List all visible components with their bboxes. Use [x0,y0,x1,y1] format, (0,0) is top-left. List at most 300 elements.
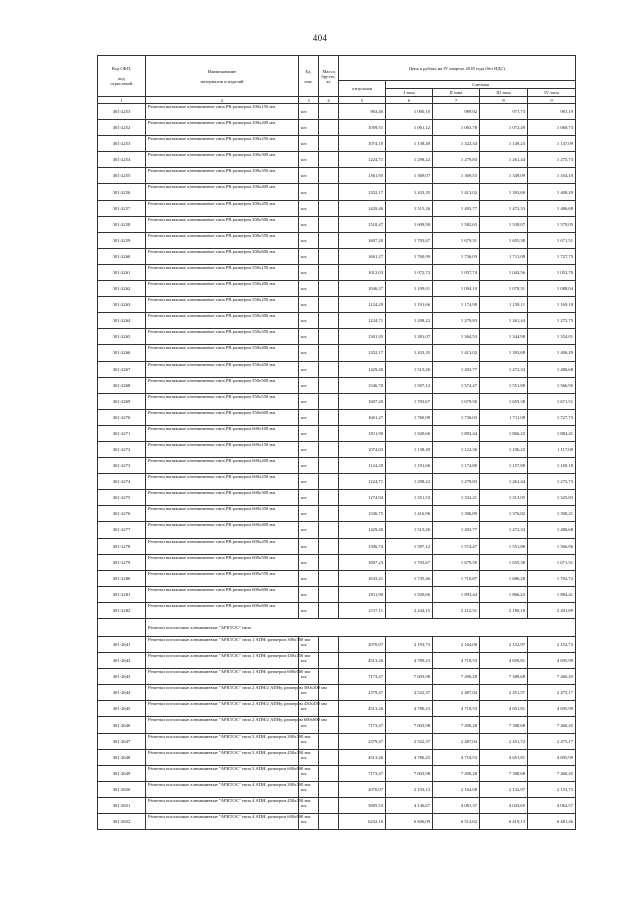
price-zone-1-cell: 7 603,98 [386,717,433,733]
price-zone-2-cell: 1 174,80 [433,458,480,474]
unit-cell: шт. [299,458,319,474]
price-zone-3-cell: 4 651,81 [480,749,528,765]
price-zone-3-cell: 1 349,09 [480,168,528,184]
price-zone-2-cell: 1 736,03 [433,409,480,425]
unit-cell: шт. [299,216,319,232]
price-wholesale-cell: 1429,46 [339,200,386,216]
price-zone-2-cell: 4 081,37 [433,797,480,813]
price-zone-2-cell: 1 679,50 [433,393,480,409]
price-zone-1-cell: 1 703,67 [386,393,433,409]
price-zone-3-cell: 1 472,33 [480,361,528,377]
price-zone-1-cell: 4 140,67 [386,797,433,813]
header-name: Наименование материалов и изделий [146,56,299,97]
code-cell: 301-2273 [98,458,146,474]
table-row [98,393,576,409]
name-cell: Решетки вытяжные алюминиевые типа РВ размером 300х600 мм [146,248,299,264]
price-zone-2-cell: 1 279,83 [433,152,480,168]
price-wholesale-cell: 1074,10 [339,136,386,152]
price-zone-3-cell: 4 650,81 [480,653,528,669]
name-cell: Решетки вытяжные алюминиевые типа РВ размером 600х600 мм [146,586,299,602]
unit-cell: шт. [299,814,319,830]
mass-cell [319,329,339,345]
price-wholesale-cell: 1301,95 [339,329,386,345]
price-wholesale-cell: 1518,47 [339,216,386,232]
code-cell: 301-2647 [98,733,146,749]
code-cell: 301-2270 [98,409,146,425]
code-cell: 301-2644 [98,685,146,701]
mass-cell [319,216,339,232]
unit-cell: шт. [299,474,319,490]
mass-cell [319,669,339,685]
price-wholesale-cell: 1661,27 [339,409,386,425]
unit-cell: шт. [299,377,319,393]
unit-cell: шт. [299,797,319,813]
mass-cell [319,281,339,297]
header-price-title: Цена в рублях на IV квартал 2018 года (без НДС) [339,56,576,81]
price-zone-2-cell: 2 487,04 [433,733,480,749]
table-row [98,814,576,830]
mass-cell [319,120,339,136]
price-zone-1-cell: 4 789,23 [386,653,433,669]
price-wholesale-cell: 1546,70 [339,377,386,393]
price-wholesale-cell: 1633,21 [339,570,386,586]
unit-cell: шт. [299,538,319,554]
price-zone-2-cell: 2 212,51 [433,602,480,618]
column-numbers-row [98,97,576,104]
mass-cell [319,264,339,280]
price-zone-4-cell: 1 671,51 [528,393,576,409]
price-zone-2-cell: 6 512,62 [433,814,480,830]
table-header [98,56,576,104]
price-zone-3-cell: 1 472,33 [480,200,528,216]
unit-cell: шт. [299,717,319,733]
code-cell: 301-2277 [98,522,146,538]
price-wholesale-cell: 1274,94 [339,490,386,506]
price-zone-1-cell: 1 138,49 [386,136,433,152]
unit-cell: шт. [299,490,319,506]
price-wholesale-cell: 1352,17 [339,345,386,361]
mass-cell [319,313,339,329]
mass-cell [319,248,339,264]
price-zone-1-cell: 7 603,98 [386,765,433,781]
code-cell: 301-2652 [98,814,146,830]
name-cell: Решетки вытяжные алюминиевые типа РВ размером 550х250 мм [146,297,299,313]
column-number: 8 [480,97,528,104]
price-wholesale-cell: 1224,71 [339,152,386,168]
price-zone-4-cell: 2 475,17 [528,685,576,701]
price-zone-2-cell: 1 493,77 [433,522,480,538]
unit-cell: шт. [299,506,319,522]
table-row [98,345,576,361]
name-cell: Решетки вытяжные алюминиевые типа РВ размером 300х450 мм [146,200,299,216]
name-cell: Решетки потолочные алюминиевые "АРКТОС" типа 1 АПН, размером 450х450 мм [146,653,299,669]
unit-cell: шт. [299,168,319,184]
header-unit: Ед. изм. [299,56,319,97]
unit-cell: шт. [299,329,319,345]
unit-cell: шт. [299,685,319,701]
name-cell: Решетки потолочные алюминиевые "АРКТОС" типа 4 АПН, размером 450х450 мм [146,797,299,813]
price-wholesale-cell: 7173,47 [339,765,386,781]
code-cell: 301-2264 [98,313,146,329]
name-cell: Решетки потолочные алюминиевые "АРКТОС" типа 4 АПН, размером 300х300 мм [146,781,299,797]
name-cell: Решетки вытяжные алюминиевые типа РВ размером 550х300 мм [146,313,299,329]
price-zone-1-cell: 2 193,13 [386,781,433,797]
price-zone-2-cell: 1 122,36 [433,441,480,457]
table-row [98,200,576,216]
price-zone-3-cell: 1 551,88 [480,377,528,393]
price-zone-3-cell: 1 261,44 [480,152,528,168]
price-zone-4-cell: 7 460,45 [528,717,576,733]
code-cell: 301-2279 [98,554,146,570]
price-zone-4-cell: 1 406,29 [528,345,576,361]
mass-cell [319,797,339,813]
unit-cell: шт. [299,184,319,200]
unit-cell: шт. [299,554,319,570]
price-zone-2-cell: 7 496,28 [433,669,480,685]
name-cell: Решетки вытяжные алюминиевые типа РВ размером 300х550 мм [146,232,299,248]
name-cell: Решетки вытяжные алюминиевые типа РВ размером 600х150 мм [146,441,299,457]
name-cell: Решетки вытяжные алюминиевые типа РВ размером 300х200 мм [146,120,299,136]
price-wholesale-cell: 6232,16 [339,814,386,830]
price-zone-3-cell: 1 711,08 [480,248,528,264]
mass-cell [319,184,339,200]
price-zone-4-cell: 1 147,09 [528,136,576,152]
name-cell: Решетки вытяжные алюминиевые типа РВ размером 600х450 мм [146,538,299,554]
price-zone-2-cell: 1 396,89 [433,506,480,522]
mass-cell [319,749,339,765]
price-zone-4-cell: 1 671,51 [528,554,576,570]
price-zone-3-cell: 1 261,44 [480,313,528,329]
price-zone-4-cell: 1 117,00 [528,441,576,457]
price-zone-3-cell: 1 655,38 [480,393,528,409]
column-number: 5 [339,97,386,104]
name-cell: Решетки вытяжные алюминиевые типа РВ размером 600х250 мм [146,474,299,490]
header-zone-1: I зона [386,89,433,97]
price-zone-3-cell: 2 451,57 [480,685,528,701]
name-cell: Решетки потолочные алюминиевые "АРКТОС" типа 1 АПН, размером 600х600 мм [146,669,299,685]
code-cell: 301-2253 [98,136,146,152]
price-wholesale-cell: 1361,95 [339,168,386,184]
price-zone-4-cell: 1 566,96 [528,538,576,554]
price-zone-4-cell: 1 275,73 [528,313,576,329]
table-row [98,425,576,441]
price-zone-4-cell: 2 152,73 [528,637,576,653]
column-number: 4 [319,97,339,104]
column-number: 2 [146,97,299,104]
code-cell: 301-2258 [98,216,146,232]
price-zone-1-cell: 1 515,26 [386,200,433,216]
table-row [98,329,576,345]
price-zone-1-cell: 1 191,66 [386,458,433,474]
price-zone-2-cell: 1 332,21 [433,490,480,506]
table-row [98,474,576,490]
name-cell: Решетки вытяжные алюминиевые типа РВ размером 300х350 мм [146,168,299,184]
name-cell: Решетки вытяжные алюминиевые типа РВ размером 550х200 мм [146,281,299,297]
price-zone-3-cell: 1 042,56 [480,264,528,280]
name-cell: Решетки потолочные алюминиевые "АРКТОС" типа 4 АПН, размером 600х600 мм [146,814,299,830]
table-row [98,538,576,554]
price-zone-2-cell: 1 582,63 [433,216,480,232]
mass-cell [319,441,339,457]
unit-cell: шт. [299,522,319,538]
price-zone-4-cell: 1 275,73 [528,152,576,168]
table-row [98,377,576,393]
table-row [98,685,576,701]
table-row [98,570,576,586]
code-cell: 301-2255 [98,168,146,184]
name-cell: Решетки вытяжные алюминиевые типа РВ размером 550х500 мм [146,377,299,393]
price-zone-3-cell: 1 686,28 [480,570,528,586]
name-cell: Решетки вытяжные алюминиевые типа РВ размером 550х550 мм [146,393,299,409]
unit-cell: шт. [299,425,319,441]
price-wholesale-cell: 4513,26 [339,749,386,765]
price-wholesale-cell: 2070,07 [339,637,386,653]
name-cell: Решетки вытяжные алюминиевые типа РВ размером 550х450 мм [146,361,299,377]
name-cell: Решетки вытяжные алюминиевые типа РВ размером 300х500 мм [146,216,299,232]
price-zone-4-cell: 1 579,05 [528,216,576,232]
unit-cell: шт. [299,361,319,377]
code-cell: 301-2276 [98,506,146,522]
name-cell: Решетки вытяжные алюминиевые типа РВ размером 300х300 мм [146,152,299,168]
code-cell: 301-2265 [98,329,146,345]
price-wholesale-cell: 1607,23 [339,554,386,570]
table-row [98,554,576,570]
price-zone-3-cell: 1 539,07 [480,216,528,232]
price-zone-2-cell: 4 718,53 [433,653,480,669]
price-zone-4-cell: 1 088,04 [528,281,576,297]
header-zone-4: IV зона [528,89,576,97]
table-row [98,797,576,813]
mass-cell [319,570,339,586]
code-cell: 301-2261 [98,264,146,280]
price-zone-3-cell: 1 711,08 [480,409,528,425]
unit-cell: шт. [299,653,319,669]
code-cell [98,619,146,637]
price-zone-3-cell: 971,73 [480,104,528,120]
price-zone-1-cell: 1 369,07 [386,168,433,184]
price-zone-3-cell: 7 388,68 [480,669,528,685]
price-zone-4-cell: 1 169,18 [528,297,576,313]
price-zone-2-cell: 1 322,34 [433,136,480,152]
price-zone-2-cell: 1 679,50 [433,554,480,570]
table-row [98,586,576,602]
code-cell: 301-2267 [98,361,146,377]
price-zone-2-cell: 1 364,53 [433,329,480,345]
price-zone-3-cell: 1 313,05 [480,490,528,506]
table-row [98,749,576,765]
table-row [98,522,576,538]
price-wholesale-cell: 7173,47 [339,669,386,685]
price-zone-1-cell: 1 298,22 [386,313,433,329]
table-row [98,701,576,717]
price-zone-1-cell: 1 760,99 [386,248,433,264]
price-zone-3-cell: 6 419,13 [480,814,528,830]
price-zone-3-cell: 2 180,18 [480,602,528,618]
unit-cell: шт. [299,152,319,168]
unit-cell: шт. [299,733,319,749]
price-zone-1-cell: 1 381,07 [386,329,433,345]
mass-cell [319,637,339,653]
column-number: 9 [528,97,576,104]
code-cell: 301-2262 [98,281,146,297]
price-zone-3-cell: 1 344,98 [480,329,528,345]
mass-cell [319,345,339,361]
section-title: Решетки потолочные алюминиевые "АРКТОС" типа [146,619,576,637]
table-row [98,313,576,329]
price-zone-1-cell: 1 735,46 [386,570,433,586]
name-cell: Решетки вытяжные алюминиевые типа РВ размером 600х500 мм [146,554,299,570]
table-row [98,248,576,264]
price-zone-2-cell: 1 710,87 [433,570,480,586]
price-wholesale-cell: 2379,47 [339,685,386,701]
price-zone-4-cell: 1 486,68 [528,200,576,216]
table-row [98,717,576,733]
price-zone-4-cell: 1 169,18 [528,458,576,474]
code-cell: 301-2274 [98,474,146,490]
header-code: Код ОКП, код отраслевой [98,56,146,97]
mass-cell [319,506,339,522]
price-zone-4-cell: 1 671,51 [528,232,576,248]
price-wholesale-cell: 1124,20 [339,458,386,474]
price-zone-1-cell: 2 244,15 [386,602,433,618]
name-cell: Решетки потолочные алюминиевые "АРКТОС" типа 3 АПН, размером 450х450 мм [146,749,299,765]
mass-cell [319,814,339,830]
code-cell: 301-2272 [98,441,146,457]
price-zone-3-cell: 1 261,44 [480,474,528,490]
price-zone-2-cell: 1 413,02 [433,184,480,200]
price-zone-4-cell: 1 727,73 [528,409,576,425]
code-cell: 301-2257 [98,200,146,216]
price-zone-3-cell: 1 158,11 [480,297,528,313]
name-cell: Решетки вытяжные алюминиевые типа РВ размером 600х600 мм [146,602,299,618]
code-cell: 301-2643 [98,669,146,685]
table-row [98,653,576,669]
price-zone-1-cell: 1 191,66 [386,297,433,313]
price-wholesale-cell: 1224,71 [339,474,386,490]
mass-cell [319,361,339,377]
name-cell: Решетки вытяжные алюминиевые типа РВ размером 600х200 мм [146,458,299,474]
price-wholesale-cell: 1607,20 [339,393,386,409]
mass-cell [319,377,339,393]
code-cell: 301-2266 [98,345,146,361]
price-wholesale-cell: 1336,75 [339,506,386,522]
price-zone-2-cell: 7 496,28 [433,765,480,781]
header-zone-2: II зона [433,89,480,97]
price-zone-1-cell: 1 597,12 [386,538,433,554]
price-zone-2-cell: 1 736,03 [433,248,480,264]
name-cell: Решетки потолочные алюминиевые "АРКТОС" типа 1 АПН, размером 300х300 мм [146,637,299,653]
mass-cell [319,733,339,749]
price-zone-2-cell: 1 893,44 [433,425,480,441]
unit-cell: шт. [299,313,319,329]
price-zone-2-cell: 1 174,90 [433,297,480,313]
column-number: 7 [433,97,480,104]
mass-cell [319,458,339,474]
code-cell: 301-2645 [98,701,146,717]
price-zone-1-cell: 4 786,25 [386,749,433,765]
price-zone-4-cell: 1 486,68 [528,522,576,538]
price-wholesale-cell: 3905,53 [339,797,386,813]
table-row [98,264,576,280]
price-zone-4-cell: 1 354,10 [528,168,576,184]
column-number: 3 [299,97,319,104]
price-wholesale-cell: 2379,47 [339,733,386,749]
unit-cell: шт. [299,264,319,280]
price-zone-3-cell: 7 388,68 [480,717,528,733]
price-zone-4-cell: 1 273,73 [528,474,576,490]
price-zone-2-cell: 2 164,08 [433,781,480,797]
price-wholesale-cell: 1074,03 [339,441,386,457]
mass-cell [319,538,339,554]
price-zone-2-cell: 1 893,44 [433,586,480,602]
price-zone-4-cell: 1 354,01 [528,329,576,345]
price-zone-1-cell: 1 609,58 [386,216,433,232]
price-zone-3-cell: 2 451,72 [480,733,528,749]
table-row [98,602,576,618]
name-cell: Решетки потолочные алюминиевые "АРКТОС" типа 3 АПН, размером 600х600 мм [146,765,299,781]
mass-cell [319,104,339,120]
code-cell: 301-2275 [98,490,146,506]
mass-cell [319,474,339,490]
price-wholesale-cell: 1352,17 [339,184,386,200]
mass-cell [319,522,339,538]
table-row [98,120,576,136]
price-wholesale-cell: 7173,47 [339,717,386,733]
code-cell: 301-2268 [98,377,146,393]
price-wholesale-cell: 1124,29 [339,297,386,313]
table-row [98,232,576,248]
price-zone-1-cell: 1 416,96 [386,506,433,522]
code-cell: 301-2269 [98,393,146,409]
price-zone-2-cell: 7 496,28 [433,717,480,733]
name-cell: Решетки вытяжные алюминиевые типа РВ размером 600х400 мм [146,522,299,538]
code-cell: 301-2646 [98,717,146,733]
mass-cell [319,232,339,248]
table-row [98,104,576,120]
price-zone-4-cell: 1 727,73 [528,248,576,264]
table-row [98,281,576,297]
price-zone-2-cell: 1 493,77 [433,361,480,377]
price-zone-3-cell: 2 132,97 [480,781,528,797]
price-zone-1-cell: 2 522,37 [386,685,433,701]
unit-cell: шт. [299,345,319,361]
table-row [98,506,576,522]
unit-cell: шт. [299,200,319,216]
unit-cell: шт. [299,781,319,797]
unit-cell: шт. [299,232,319,248]
price-zone-1-cell: 1 000,10 [386,104,433,120]
mass-cell [319,653,339,669]
unit-cell: шт. [299,281,319,297]
price-zone-1-cell: 1 507,12 [386,377,433,393]
price-zone-2-cell: 1 679,31 [433,232,480,248]
price-zone-4-cell: 2 475,17 [528,733,576,749]
price-zone-1-cell: 2 193,73 [386,637,433,653]
table-row [98,361,576,377]
unit-cell: шт. [299,765,319,781]
price-zone-2-cell: 1 279,83 [433,474,480,490]
table-row [98,733,576,749]
unit-cell: шт. [299,570,319,586]
price-zone-3-cell: 1 866,23 [480,586,528,602]
code-cell: 301-2648 [98,749,146,765]
price-zone-4-cell: 4 695,99 [528,653,576,669]
unit-cell: шт. [299,637,319,653]
price-zone-3-cell: 1 376,82 [480,506,528,522]
unit-cell: шт. [299,441,319,457]
column-number: 1 [98,97,146,104]
code-cell: 301-2650 [98,781,146,797]
